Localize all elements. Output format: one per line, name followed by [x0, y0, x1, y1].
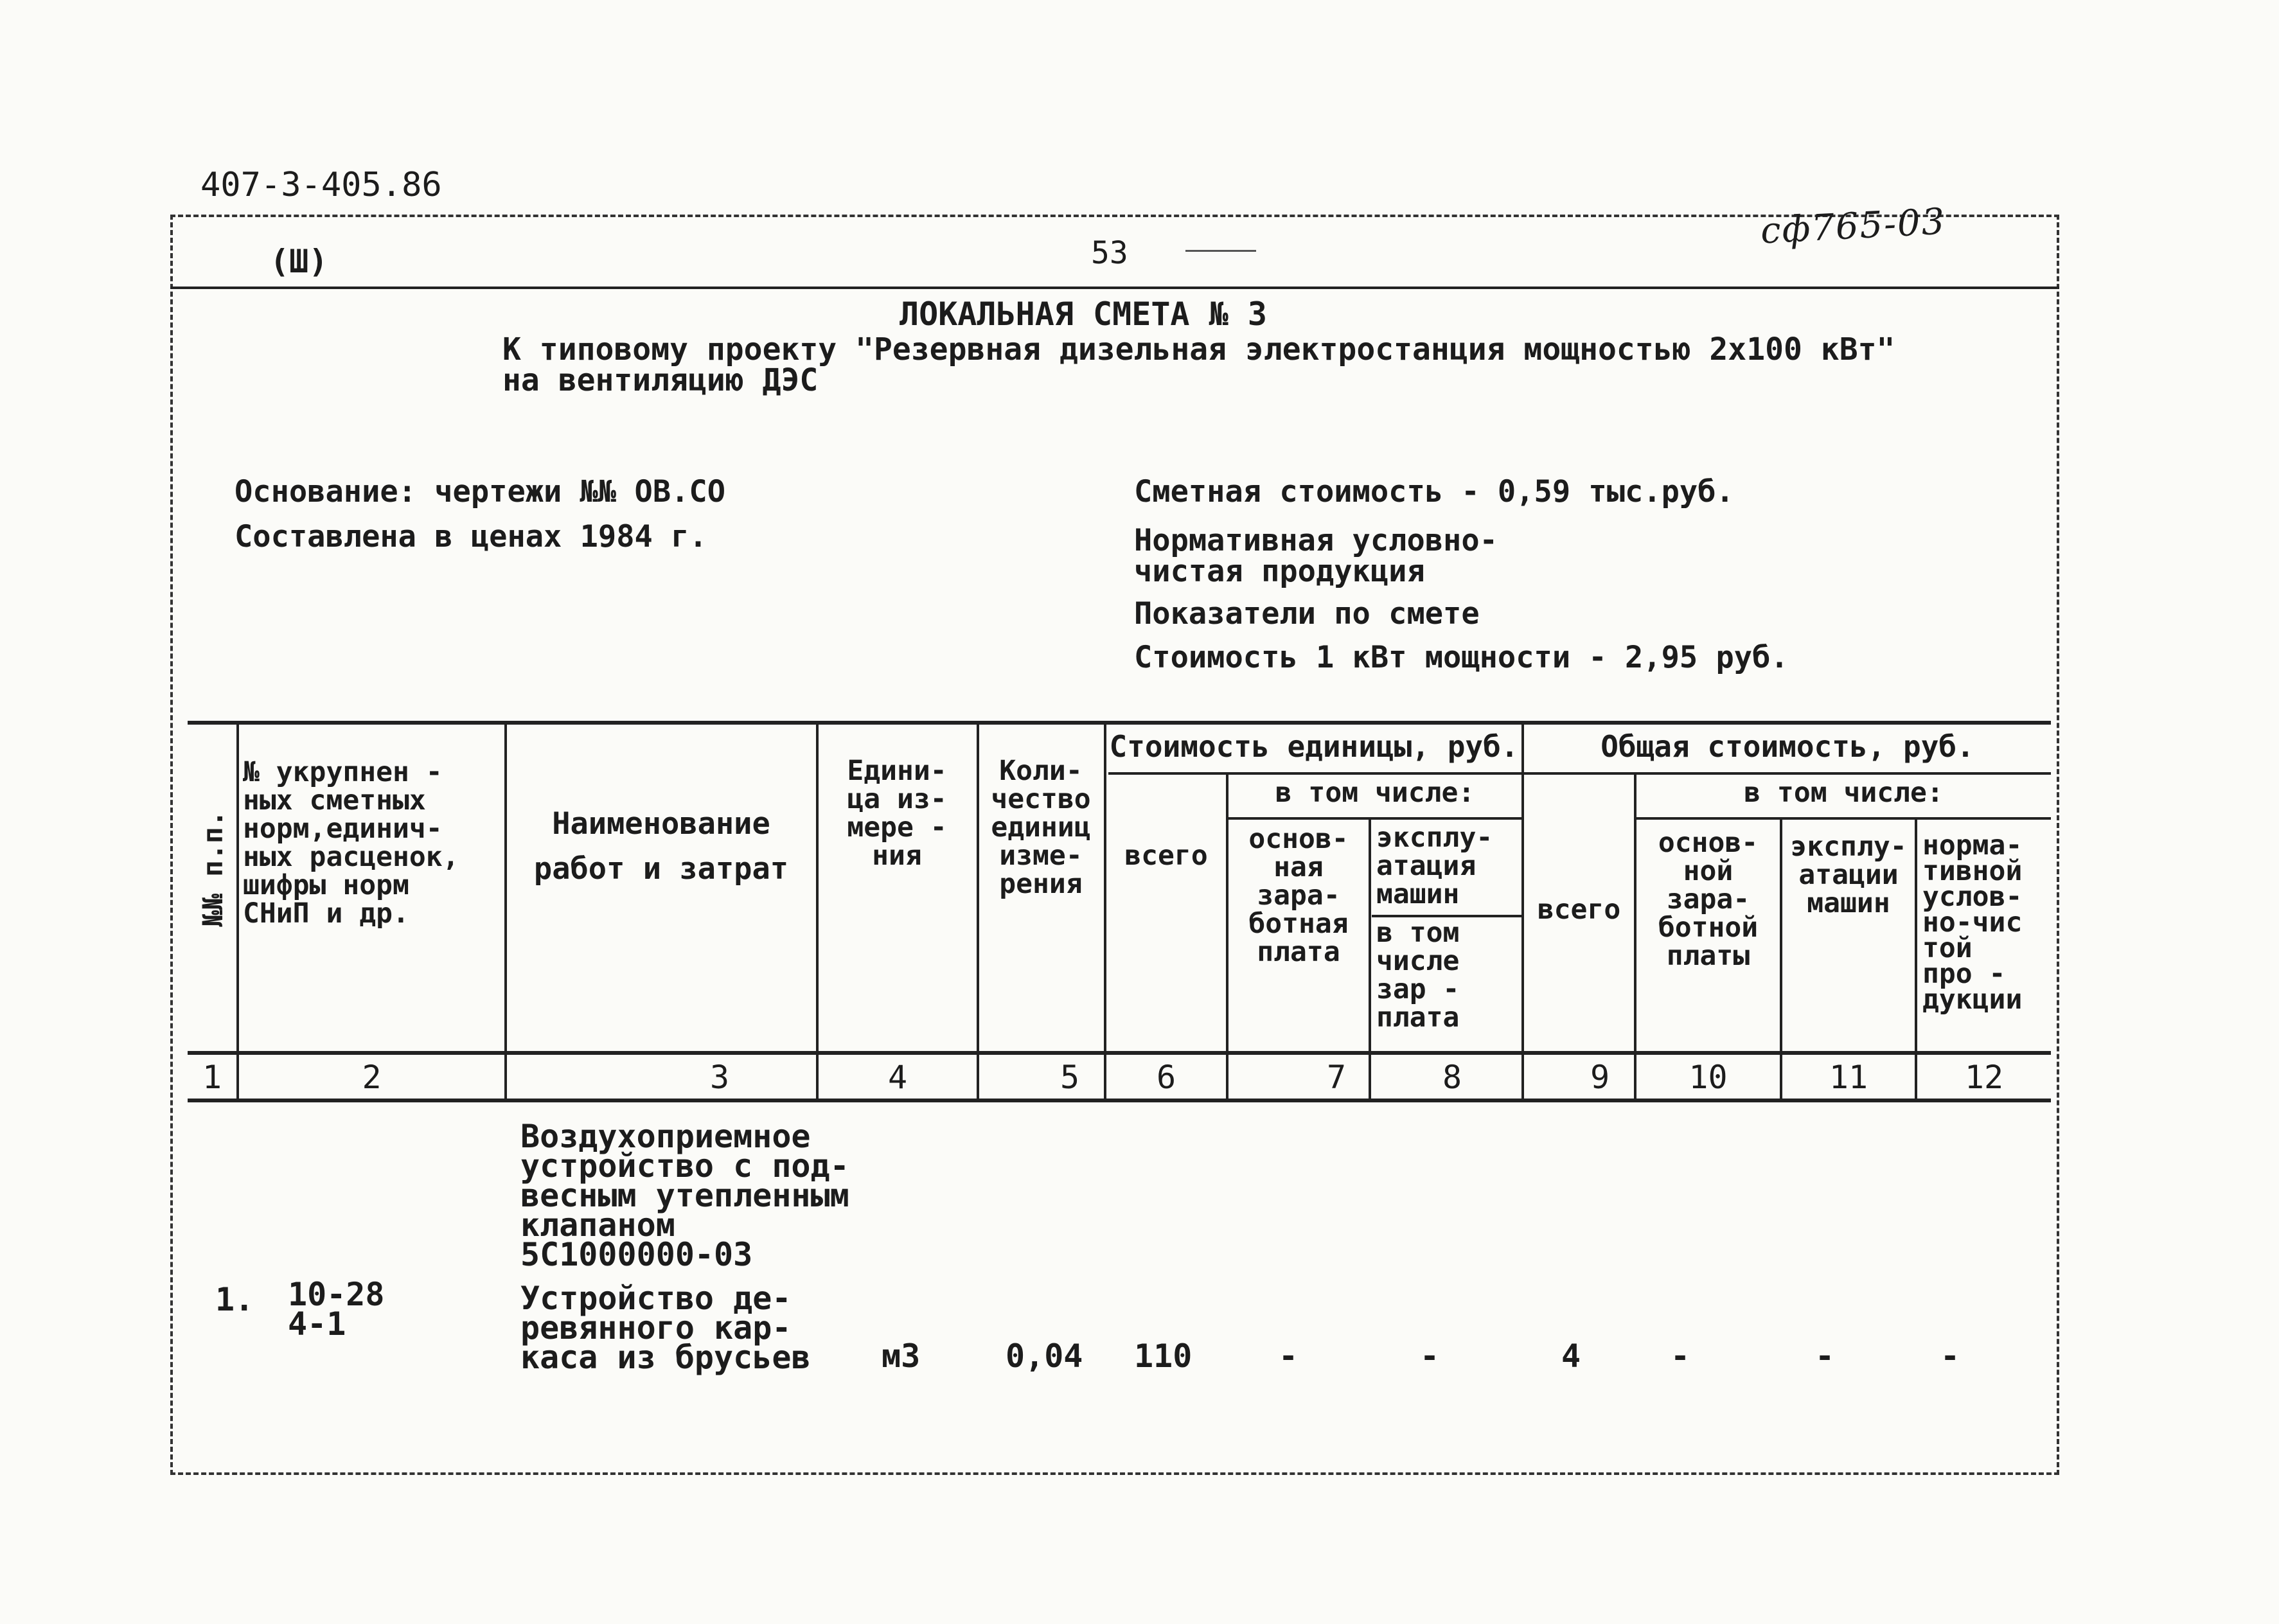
group-header-divider — [1108, 772, 2051, 775]
col-number: 11 — [1829, 1059, 1868, 1096]
incl-total-label: в том числе: — [1744, 777, 1944, 809]
sheet-marker: (Ш) — [270, 243, 328, 280]
col7-line: плата — [1257, 936, 1340, 968]
col10-line: зара- — [1666, 883, 1750, 915]
col5-line: чество — [991, 783, 1091, 815]
col5-line: изме- — [999, 840, 1083, 872]
col-number: 7 — [1326, 1059, 1347, 1096]
col3-line: Наименование — [552, 806, 770, 842]
row-name-line: Устройство де- — [520, 1280, 792, 1317]
col12-line: но-чис — [1922, 906, 2023, 939]
col8b-line: числе — [1376, 945, 1460, 977]
subtitle-line-2: на вентиляцию ДЭС — [502, 362, 819, 398]
col8a-line: эксплу- — [1376, 822, 1493, 854]
estimated-cost-text: Сметная стоимость - 0,59 тыс.руб. — [1134, 474, 1734, 509]
incl-unit-divider — [1227, 817, 1523, 820]
row-code-line-1: 10-28 — [288, 1276, 385, 1313]
estimate-subtitle — [502, 331, 1895, 398]
col-header-3 — [508, 802, 815, 892]
col11-line: эксплу- — [1790, 831, 1907, 863]
col12-line: той — [1922, 932, 1973, 964]
normative-line-2: чистая продукция — [1134, 554, 1425, 589]
col-number: 9 — [1590, 1059, 1610, 1096]
col-divider-7 — [1369, 817, 1371, 1099]
indicators-text: Показатели по смете — [1134, 596, 1480, 631]
col-divider-11 — [1915, 817, 1917, 1099]
col4-line: мере - — [847, 811, 947, 843]
col-number: 4 — [887, 1059, 908, 1096]
subtitle-line-1: К типовому проекту "Резервная дизельная электростанция мощностью 2х100 кВт" — [502, 331, 1895, 367]
col8b-line: в том — [1376, 917, 1460, 949]
col7-line: ботная — [1248, 908, 1349, 940]
basis-text: Основание: чертежи №№ ОВ.СО — [235, 474, 726, 509]
header-bottom-border — [188, 1051, 2051, 1055]
normative-product-text — [1134, 525, 1498, 587]
col-header-9: всего — [1537, 894, 1621, 926]
col4-line: Едини- — [847, 755, 947, 787]
col3-line: работ и затрат — [533, 851, 789, 887]
document-code: 407-3-405.86 — [200, 166, 442, 204]
col7-line: зара- — [1257, 879, 1340, 912]
col7-line: ная — [1273, 851, 1324, 883]
col-number: 3 — [709, 1059, 730, 1096]
col2-line: СНиП и др. — [243, 897, 409, 930]
col-header-10 — [1636, 829, 1780, 970]
row-total-normative: - — [1940, 1337, 1960, 1375]
col-header-11 — [1782, 833, 1915, 917]
row-total-machine: - — [1815, 1337, 1835, 1375]
row-work-name — [520, 1280, 811, 1376]
col12-line: норма- — [1922, 829, 2023, 861]
col12-line: про - — [1922, 958, 2006, 990]
row-total-wage: - — [1671, 1337, 1690, 1375]
col-divider-1 — [236, 721, 239, 1099]
col2-line: ных сметных — [243, 784, 426, 816]
col-header-6: всего — [1124, 840, 1208, 872]
col8b-line: зар - — [1376, 973, 1460, 1005]
col-header-8b — [1376, 919, 1521, 1032]
col-number: 10 — [1689, 1059, 1728, 1096]
row-unit-wage: - — [1279, 1337, 1299, 1375]
col-number: 1 — [202, 1059, 222, 1096]
col2-line: ных расценок, — [243, 841, 459, 873]
row-unit-machine: - — [1420, 1337, 1440, 1375]
col10-line: платы — [1666, 940, 1750, 972]
group-header-unit-cost: Стоимость единицы, руб. — [1109, 729, 1519, 764]
section-title-line: Воздухоприемное — [520, 1118, 811, 1155]
col-header-2 — [243, 758, 500, 928]
col5-line: рения — [999, 868, 1083, 900]
col-header-8a — [1376, 824, 1521, 908]
page-number: 53 — [1091, 235, 1128, 271]
col11-line: атации — [1798, 859, 1899, 891]
col-header-5 — [979, 757, 1103, 898]
section-title — [520, 1118, 849, 1273]
col5-line: Коли- — [999, 755, 1083, 787]
col-number: 5 — [1060, 1059, 1080, 1096]
table-top-border — [188, 721, 2051, 725]
row-code-line-2: 4-1 — [288, 1305, 346, 1343]
row-number: 1. — [215, 1281, 254, 1318]
col11-line: машин — [1807, 887, 1890, 919]
row-name-line: каса из брусьев — [520, 1339, 811, 1376]
col4-line: ния — [872, 840, 922, 872]
cost-per-kw-text: Стоимость 1 кВт мощности - 2,95 руб. — [1134, 640, 1789, 675]
incl-total-divider — [1635, 817, 2051, 820]
col-number: 2 — [362, 1059, 382, 1096]
row-total: 4 — [1561, 1337, 1581, 1375]
col-number: 6 — [1156, 1059, 1176, 1096]
row-name-line: ревянного кар- — [520, 1309, 792, 1346]
row-code — [288, 1276, 385, 1343]
section-title-line: весным утепленным — [520, 1177, 849, 1214]
row-unit: м3 — [882, 1337, 921, 1375]
row-unit-total: 110 — [1134, 1337, 1193, 1375]
col7-line: основ- — [1248, 823, 1349, 855]
section-title-line: клапаном — [520, 1206, 675, 1244]
prices-text: Составлена в ценах 1984 г. — [235, 519, 707, 554]
col8a-line: атация — [1376, 850, 1476, 882]
col-divider-3 — [816, 721, 819, 1099]
col2-line: шифры норм — [243, 869, 409, 901]
col10-line: ной — [1683, 855, 1734, 887]
col5-line: единиц — [991, 811, 1091, 843]
col10-line: ботной — [1658, 912, 1759, 944]
section-title-line: устройство с под- — [520, 1147, 849, 1185]
col10-line: основ- — [1658, 827, 1759, 859]
column-numbers-border — [188, 1099, 2051, 1102]
col2-line: № укрупнен - — [243, 756, 443, 788]
col8b-line: плата — [1376, 1002, 1460, 1034]
col-number: 8 — [1442, 1059, 1462, 1096]
col2-line: норм,единич- — [243, 813, 443, 845]
row-quantity: 0,04 — [1006, 1337, 1083, 1375]
col8a-line: машин — [1376, 878, 1460, 910]
group-header-total-cost: Общая стоимость, руб. — [1601, 729, 1974, 764]
col-header-7 — [1228, 825, 1369, 966]
col-divider-5 — [1104, 721, 1106, 1099]
handwritten-note: сф765-03 — [1759, 200, 1947, 252]
page-number-dash — [1185, 250, 1256, 252]
col-header-12 — [1922, 829, 2051, 1016]
col-header-4 — [819, 757, 975, 870]
col-divider-2 — [504, 721, 507, 1099]
col1-label: №№ п.п. — [197, 810, 229, 927]
estimate-title: ЛОКАЛЬНАЯ СМЕТА № 3 — [900, 296, 1267, 333]
col12-line: услов- — [1922, 881, 2023, 913]
normative-line-1: Нормативная условно- — [1134, 523, 1498, 558]
col4-line: ца из- — [847, 783, 947, 815]
incl-unit-label: в том числе: — [1275, 777, 1475, 809]
header-divider — [170, 287, 2059, 289]
section-title-line: 5С1000000-03 — [520, 1236, 753, 1273]
col12-line: дукции — [1922, 984, 2023, 1016]
col-number: 12 — [1964, 1059, 2004, 1096]
col12-line: тивной — [1922, 855, 2023, 887]
